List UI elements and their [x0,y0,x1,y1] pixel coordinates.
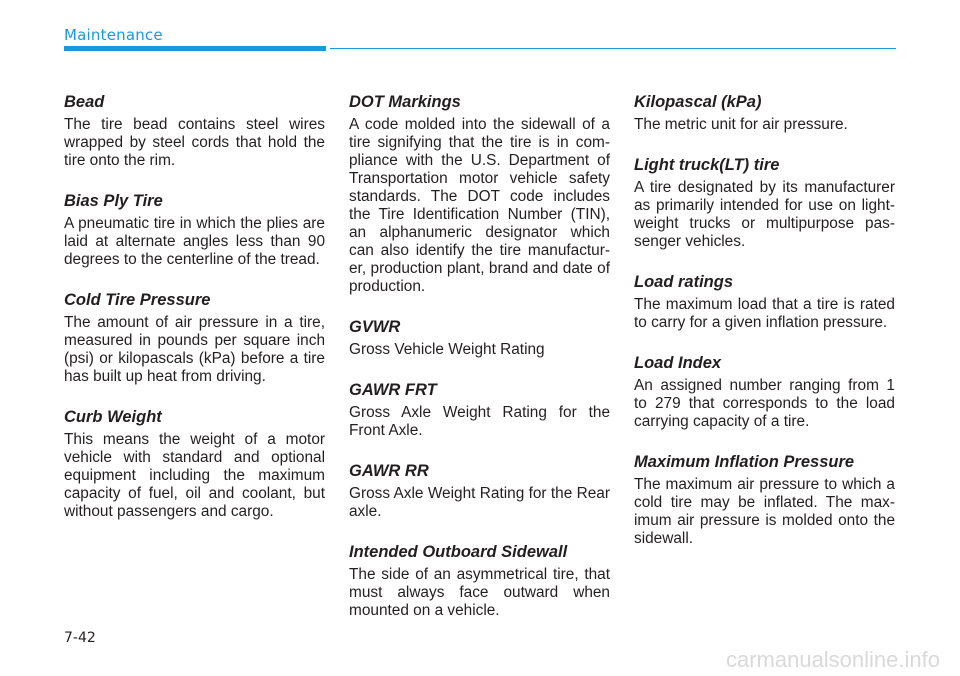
glossary-definition: The tire bead contains steel wires wrapped by steel cords that hold the tire onto the rim. [64,116,325,169]
glossary-term: GVWR [349,318,401,336]
glossary-definition: The metric unit for air pressure. [634,116,848,133]
glossary-term: GAWR RR [349,462,429,480]
glossary-entry-gvwr [349,317,610,359]
glossary-definition: Gross Axle Weight Rating for the Front Axle. [349,404,610,439]
glossary-entry-dot-markings [349,92,610,296]
glossary-definition: This means the weight of a motor vehicle with standard and optional equipment including the maximum capacity of fuel, oil and coolant, but without passengers and cargo. [64,431,325,520]
glossary-term: Maximum Inflation Pressure [634,453,855,471]
glossary-entry-intended-outboard-sidewall [349,542,610,620]
glossary-entry-load-index [634,353,895,431]
glossary-term: Intended Outboard Sidewall [349,543,568,561]
glossary-definition: The maximum load that a tire is rated to carry for a given inflation pressure. [634,296,895,331]
glossary-entry-curb-weight [64,407,325,521]
glossary-term: Load ratings [634,273,734,291]
glossary-column-2 [349,92,610,641]
watermark: carmanualsonline.info [725,647,940,672]
glossary-term: Curb Weight [64,408,162,426]
glossary-definition: A pneumatic tire in which the plies are laid at alternate angles less than 90 degrees to the centerline of the tread. [64,215,325,268]
header-rule-thin [330,48,896,49]
glossary-entry-light-truck-tire [634,155,895,251]
glossary-column-3 [634,92,895,569]
glossary-term: Bias Ply Tire [64,192,163,210]
header-rule-thick [64,46,326,51]
glossary-term: GAWR FRT [349,381,437,399]
glossary-definition: Gross Vehicle Weight Rating [349,341,545,358]
glossary-column-1 [64,92,325,542]
glossary-entry-kilopascal [634,92,895,134]
glossary-definition: A tire designated by its manufacturer as primarily intended for use on light-weight trucks or multipurpose pas-senger vehicles. [634,179,895,250]
glossary-entry-load-ratings [634,272,895,332]
glossary-entry-maximum-inflation-pressure [634,452,895,548]
glossary-entry-cold-tire-pressure [64,290,325,386]
glossary-definition: An assigned number ranging from 1 to 279 that corresponds to the load carrying capacity of a tire. [634,377,895,430]
glossary-term: Cold Tire Pressure [64,291,211,309]
glossary-definition: The amount of air pressure in a tire, measured in pounds per square inch (psi) or kilopascals (kPa) before a tire has built up heat from driving. [64,314,325,385]
glossary-term: Kilopascal (kPa) [634,93,762,111]
section-header-title: Maintenance [64,26,163,44]
page-number: 7-42 [64,630,96,646]
glossary-term: DOT Markings [349,93,461,111]
glossary-definition: The side of an asymmetrical tire, that must always face outward when mounted on a vehicle. [349,566,610,619]
glossary-term: Load Index [634,354,722,372]
glossary-entry-bead [64,92,325,170]
glossary-definition: The maximum air pressure to which a cold tire may be inflated. The max-imum air pressure is molded onto the sidewall. [634,476,895,547]
glossary-entry-gawr-frt [349,380,610,440]
glossary-entry-gawr-rr [349,461,610,521]
glossary-definition: Gross Axle Weight Rating for the Rear axle. [349,485,610,520]
glossary-definition: A code molded into the sidewall of a tire signifying that the tire is in com-pliance with the U.S. Department of Transportation motor vehicle safety standards. The DOT code includes the Tire Identification Number (TIN), an alphanumeric designator which can also identify the tire manufactur-er, production plant, brand and date of production. [349,116,610,295]
glossary-entry-bias-ply-tire [64,191,325,269]
glossary-term: Bead [64,93,105,111]
glossary-term: Light truck(LT) tire [634,156,780,174]
